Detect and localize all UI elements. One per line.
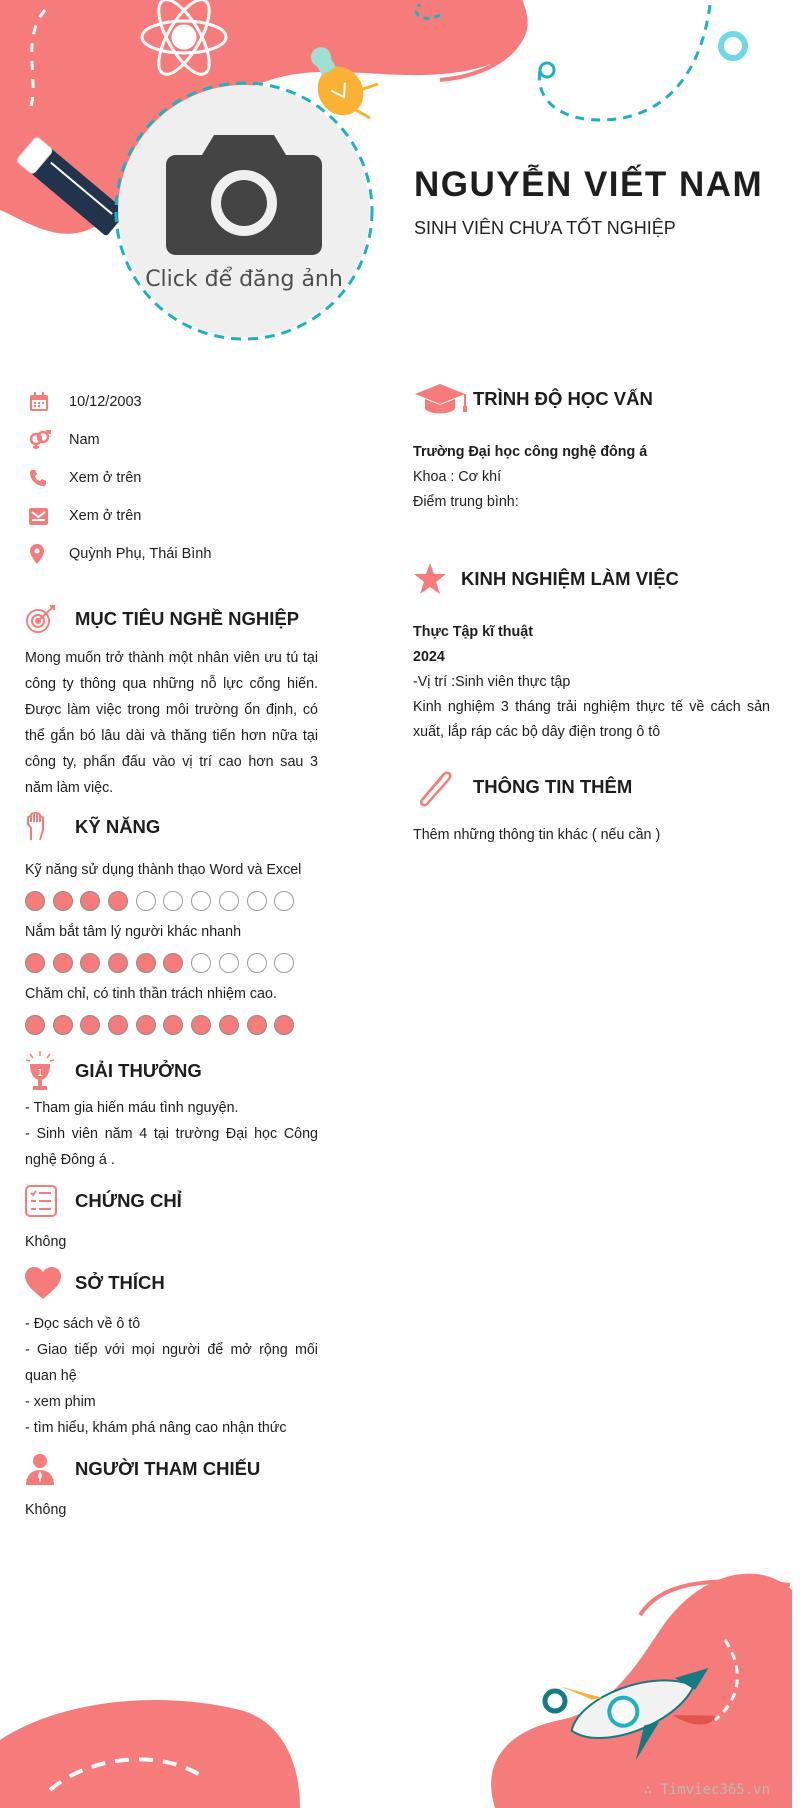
- skill-rating: [25, 1015, 318, 1035]
- rating-dot-filled: [136, 953, 156, 973]
- rating-dot-filled: [163, 953, 183, 973]
- certificates-text: [25, 1229, 318, 1255]
- references-text: [25, 1497, 318, 1523]
- candidate-name: NGUYỄN VIẾT NAM: [414, 165, 764, 204]
- awards-text: [25, 1095, 318, 1173]
- contact-birthday: [25, 383, 318, 421]
- rating-dot-filled: [53, 891, 73, 911]
- section-awards-header: [25, 1049, 318, 1093]
- rating-dot-empty: [136, 891, 156, 911]
- skill-rating: [25, 891, 318, 911]
- rating-dot-filled: [80, 1015, 100, 1035]
- camera-icon: [164, 125, 324, 255]
- contact-address-value: Quỳnh Phụ, Thái Bình: [69, 546, 212, 562]
- section-certificates-title: CHỨNG CHỈ: [75, 1190, 182, 1211]
- certificates-value: Không: [25, 1234, 67, 1250]
- section-hobbies-header: [25, 1261, 318, 1305]
- references-value: Không: [25, 1502, 67, 1518]
- section-hobbies-title: SỞ THÍCH: [75, 1272, 165, 1293]
- rating-dot-filled: [53, 1015, 73, 1035]
- location-pin-icon: [25, 544, 69, 564]
- education-faculty: Khoa : Cơ khí: [413, 469, 502, 485]
- section-additional-title: THÔNG TIN THÊM: [473, 776, 633, 797]
- section-objective-title: MỤC TIÊU NGHỀ NGHIỆP: [75, 608, 300, 629]
- trophy-icon: [25, 1051, 75, 1091]
- rating-dot-empty: [247, 953, 267, 973]
- contact-list: [25, 383, 318, 573]
- section-certificates-header: [25, 1179, 318, 1223]
- section-experience-title: KINH NGHIỆM LÀM VIỆC: [461, 568, 679, 589]
- hand-icon: [25, 812, 75, 842]
- rating-dot-filled: [247, 1015, 267, 1035]
- skill-item: [25, 919, 318, 973]
- left-column: [25, 383, 318, 1523]
- skill-name: Nắm bắt tâm lý người khác nhanh: [25, 924, 242, 940]
- phone-icon: [25, 469, 69, 487]
- rating-dot-empty: [219, 953, 239, 973]
- rating-dot-empty: [191, 953, 211, 973]
- skill-list: [25, 857, 318, 1035]
- contact-email: [25, 497, 318, 535]
- skill-rating: [25, 953, 318, 973]
- rating-dot-filled: [191, 1015, 211, 1035]
- rating-dot-filled: [163, 1015, 183, 1035]
- rating-dot-filled: [274, 1015, 294, 1035]
- objective-text: [25, 645, 318, 801]
- contact-address: [25, 535, 318, 573]
- hobby-item: - Đọc sách về ô tô: [25, 1316, 141, 1332]
- objective-paragraph: Mong muốn trở thành một nhân viên ưu tú tại công ty thông qua những nỗ lực cống hiến. Được làm việc trong môi trường ổn định, có thể gắn bó lâu dài và thăng tiến hơn nữa tại công ty, phấn đấu vào vị trí cao hơn sau 3 năm làm việc.: [25, 650, 318, 796]
- graduation-cap-icon: [413, 382, 473, 416]
- hobby-item: - tìm hiểu, khám phá nâng cao nhận thức: [25, 1420, 287, 1436]
- star-icon: [413, 562, 461, 596]
- education-gpa: Điểm trung bình:: [413, 494, 519, 510]
- education-details: [413, 440, 770, 515]
- skill-name: Kỹ năng sử dụng thành thạo Word và Excel: [25, 862, 302, 878]
- right-column: [413, 375, 770, 848]
- rating-dot-empty: [191, 891, 211, 911]
- heart-icon: [25, 1267, 75, 1299]
- contact-gender: [25, 421, 318, 459]
- section-objective-header: [25, 597, 318, 641]
- experience-job-title: Thực Tập kĩ thuật: [413, 624, 533, 640]
- rating-dot-filled: [108, 1015, 128, 1035]
- target-icon: [25, 604, 75, 634]
- contact-phone-value: Xem ở trên: [69, 470, 142, 486]
- experience-role: -Vị trí :Sinh viên thực tập: [413, 674, 571, 690]
- section-skills-title: KỸ NĂNG: [75, 816, 161, 837]
- rating-dot-filled: [219, 1015, 239, 1035]
- rating-dot-filled: [53, 953, 73, 973]
- rating-dot-empty: [219, 891, 239, 911]
- gender-icon: [25, 430, 69, 450]
- rating-dot-empty: [274, 953, 294, 973]
- additional-text: Thêm những thông tin khác ( nếu cần ): [413, 827, 661, 843]
- rating-dot-filled: [136, 1015, 156, 1035]
- section-awards-title: GIẢI THƯỞNG: [75, 1060, 202, 1081]
- watermark: ∴ Timviec365.vn: [643, 1782, 770, 1798]
- rating-dot-empty: [247, 891, 267, 911]
- avatar-upload[interactable]: [118, 85, 370, 337]
- person-icon: [25, 1453, 75, 1485]
- education-school: Trường Đại học công nghệ đông á: [413, 444, 648, 460]
- award-item: - Sinh viên năm 4 tại trường Đại học Công nghệ Đông á .: [25, 1126, 318, 1168]
- hobby-item: - Giao tiếp với mọi người để mở rộng mối quan hệ: [25, 1342, 318, 1384]
- rating-dot-filled: [25, 891, 45, 911]
- section-education-title: TRÌNH ĐỘ HỌC VẤN: [473, 388, 653, 409]
- rating-dot-filled: [108, 953, 128, 973]
- section-references-title: NGƯỜI THAM CHIẾU: [75, 1458, 261, 1479]
- section-experience-header: [413, 555, 770, 603]
- calendar-icon: [25, 392, 69, 412]
- rating-dot-empty: [274, 891, 294, 911]
- award-item: - Tham gia hiến máu tình nguyện.: [25, 1100, 239, 1116]
- rating-dot-filled: [80, 953, 100, 973]
- experience-year: 2024: [413, 649, 445, 665]
- hobby-item: - xem phim: [25, 1394, 96, 1410]
- checklist-icon: [25, 1185, 75, 1217]
- rating-dot-empty: [163, 891, 183, 911]
- avatar-label: Click để đăng ảnh: [145, 267, 343, 292]
- svg-text:1: 1: [36, 1068, 44, 1079]
- rating-dot-filled: [25, 1015, 45, 1035]
- contact-phone: [25, 459, 318, 497]
- section-education-header: [413, 375, 770, 423]
- contact-birthday-value: 10/12/2003: [69, 394, 142, 410]
- contact-gender-value: Nam: [69, 432, 100, 448]
- rating-dot-filled: [25, 953, 45, 973]
- skill-name: Chăm chỉ, có tinh thần trách nhiệm cao.: [25, 986, 277, 1002]
- hobbies-text: [25, 1311, 318, 1441]
- rating-dot-filled: [80, 891, 100, 911]
- experience-description: Kinh nghiệm 3 tháng trải nghiệm thực tế về cách sản xuất, lắp ráp các bộ dây điện trong ô tô: [413, 699, 770, 740]
- email-icon: [25, 508, 69, 525]
- section-references-header: [25, 1447, 318, 1491]
- section-skills-header: [25, 805, 318, 849]
- rating-dot-filled: [108, 891, 128, 911]
- skill-item: [25, 981, 318, 1035]
- experience-details: [413, 620, 770, 745]
- candidate-position: SINH VIÊN CHƯA TỐT NGHIỆP: [414, 218, 676, 238]
- section-additional-header: [413, 763, 770, 811]
- paperclip-icon: [413, 767, 473, 807]
- contact-email-value: Xem ở trên: [69, 508, 142, 524]
- skill-item: [25, 857, 318, 911]
- additional-details: [413, 823, 770, 848]
